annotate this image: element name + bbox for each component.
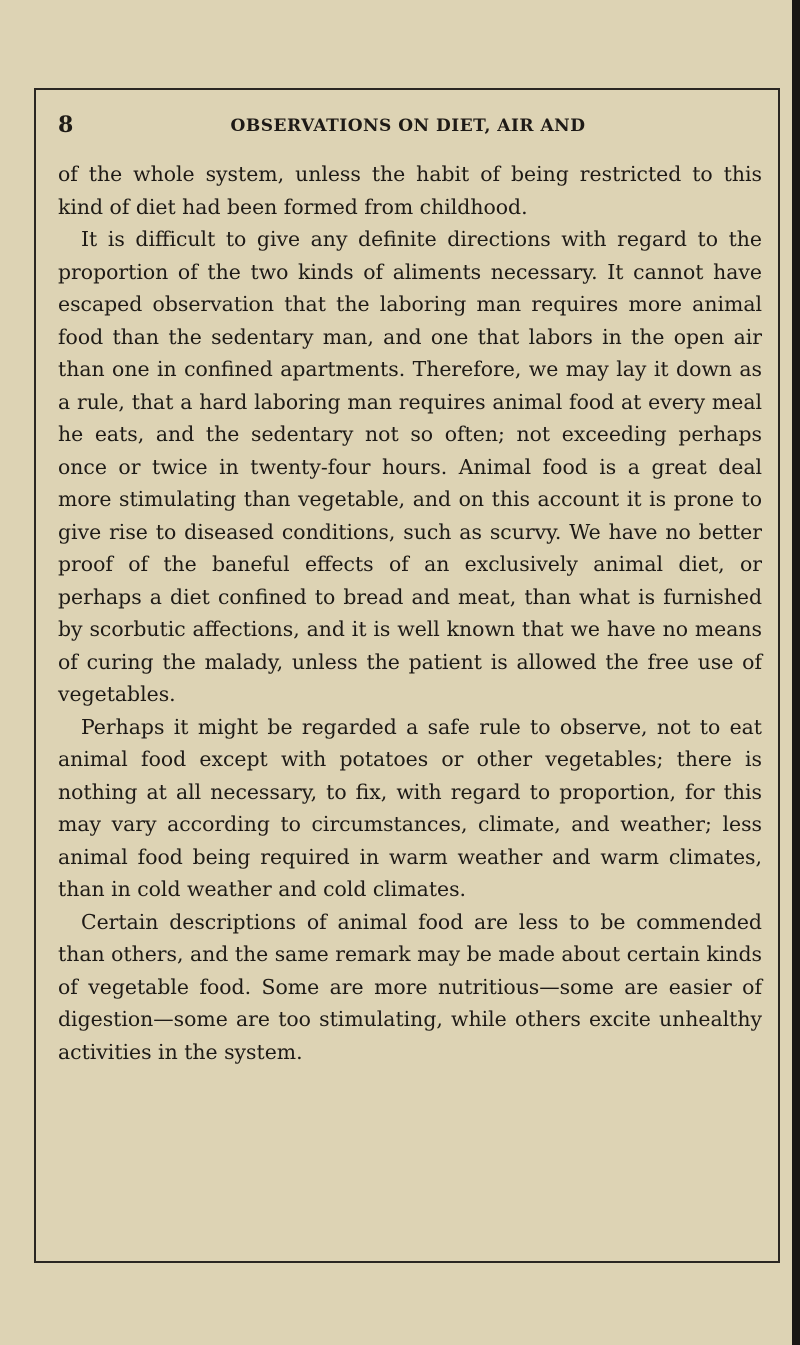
- page-edge-shadow: [792, 0, 800, 1345]
- page-number: 8: [58, 112, 74, 138]
- paragraph-3: Perhaps it might be regarded a safe rule to observe, not to eat animal food except with potatoes or other vegetables; there is nothing at all necessary, to fix, with regard to proportion, for this may vary according to circumstances, climate, and weather; less animal food being required in warm weather and warm climates, than in cold weather and cold climates.: [58, 714, 762, 901]
- paragraph-1: of the whole system, unless the habit of being restricted to this kind of diet had been formed from childhood.: [58, 162, 762, 219]
- body-text: [58, 158, 762, 1068]
- paragraph-2: It is difficult to give any definite directions with regard to the proportion of the two kinds of aliments necessary. It cannot have escaped observation that the laboring man requires more animal food than the sedentary man, and one that labors in the open air than one in confined apartments. Therefore, we may lay it down as a rule, that a hard laboring man requires animal food at every meal he eats, and the sedentary not so often; not exceeding perhaps once or twice in twenty-four hours. Animal food is a great deal more stimulating than vegetable, and on this account it is prone to give rise to diseased conditions, such as scurvy. We have no better proof of the baneful effects of an exclusively animal diet, or perhaps a diet confined to bread and meat, than what is furnished by scorbutic affections, and it is well known that we have no means of curing the malady, unless the patient is allowed the free use of vegetables.: [58, 227, 762, 706]
- paragraph-4: Certain descriptions of animal food are less to be commended than others, and the same remark may be made about certain kinds of vegetable food. Some are more nutritious—some are easier of digestion—some are too stimulating, while others excite unhealthy activities in the system.: [58, 909, 762, 1064]
- page-header: [58, 112, 758, 142]
- running-head: OBSERVATIONS ON DIET, AIR AND: [230, 116, 586, 136]
